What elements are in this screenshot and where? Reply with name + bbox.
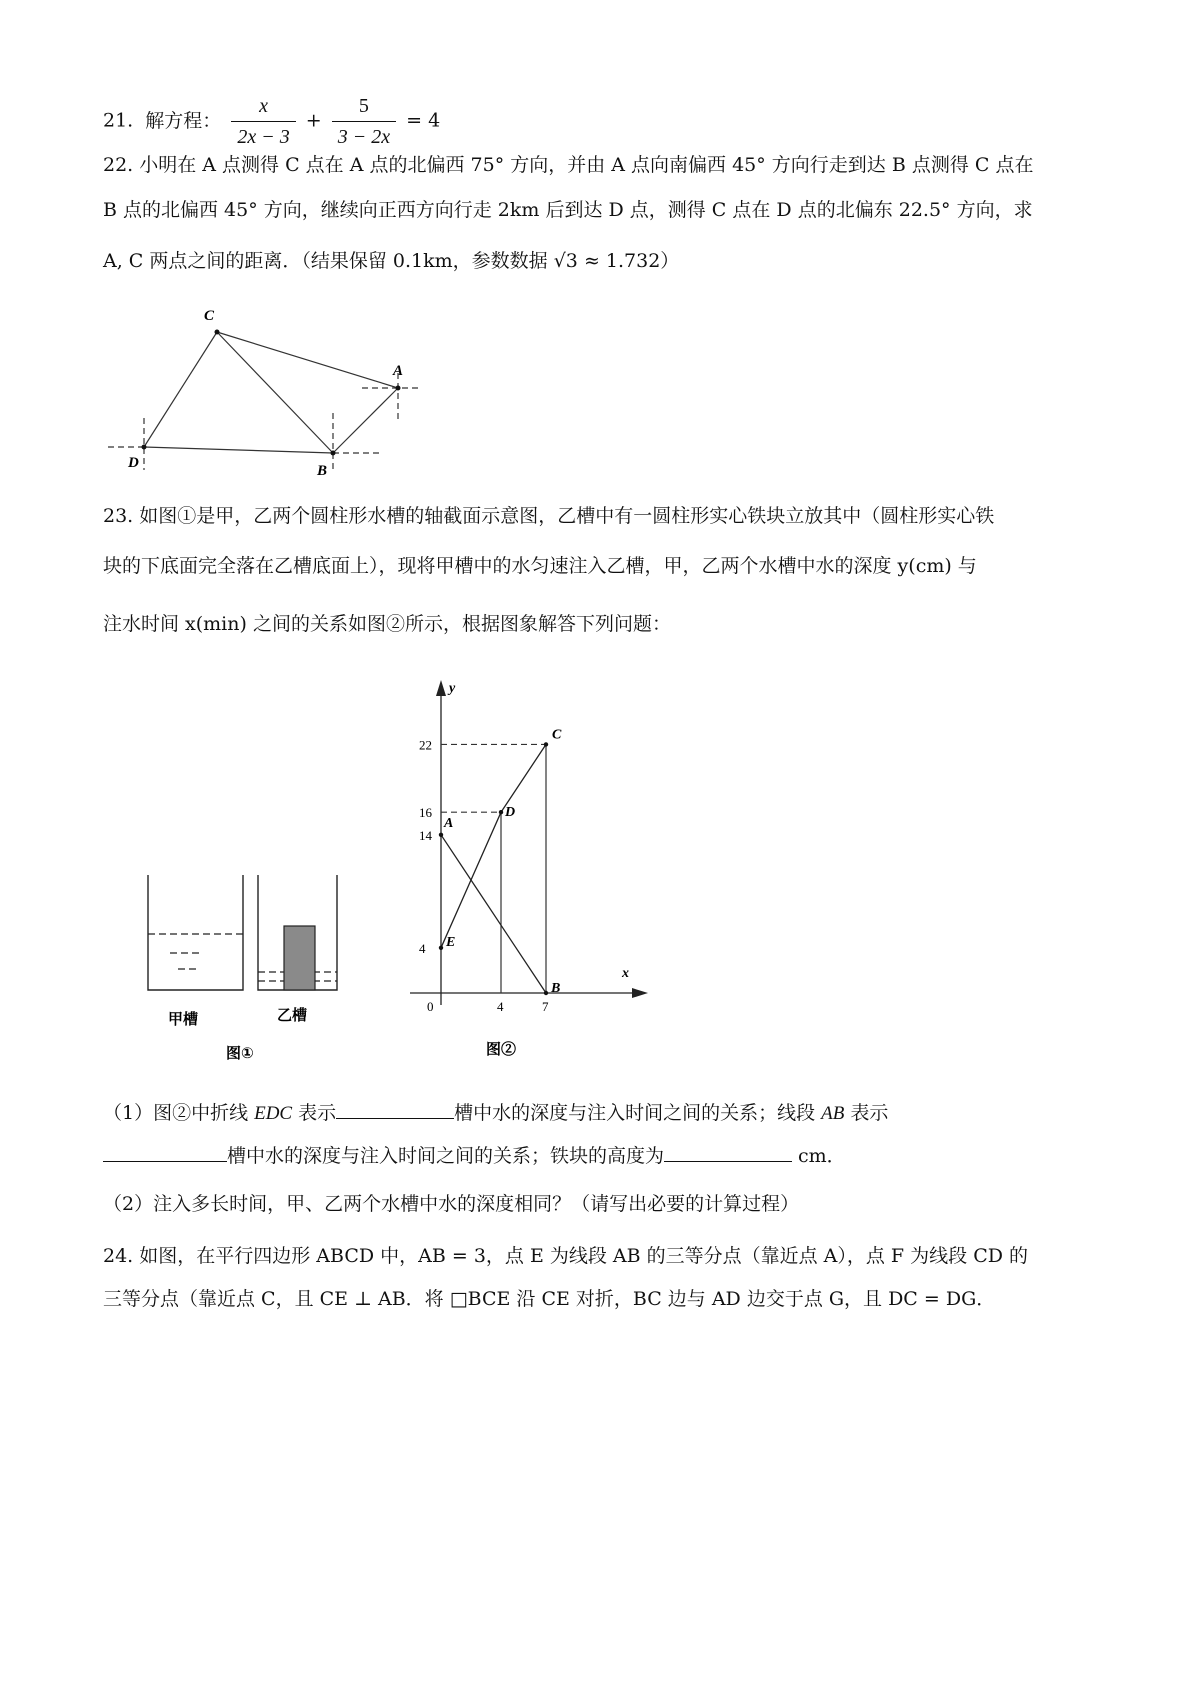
figure-1-caption: 图① [226,1045,254,1062]
q23-sub1-ab: AB [821,1103,845,1124]
q23-sub1-edc: EDC [254,1103,293,1124]
segment-db [144,447,333,453]
q21-prompt: 解方程： [145,109,222,132]
answer-blank-1[interactable] [336,1098,454,1119]
label-b: B [317,463,328,479]
point-label-B: B [551,981,561,996]
tank-jia-label: 甲槽 [168,1011,199,1028]
q23-sub2: （2）注入多长时间，甲、乙两个水槽中水的深度相同？（请写出必要的计算过程） [103,1193,800,1215]
x-tick-label-7: 7 [542,999,549,1014]
y-tick-label-22: 22 [419,737,432,753]
q21-fraction-2 [332,93,396,150]
q24-line-1: 24. 如图，在平行四边形 ABCD 中，AB = 3，点 E 为线段 AB 的三等分点（靠近点 A），点 F 为线段 CD 的 [103,1245,1028,1267]
tank-jia [148,875,243,990]
y-tick-label-4: 4 [419,940,426,956]
label-d: D [128,455,139,471]
q23-sub1-prefix: （1）图②中折线 [103,1102,249,1124]
data-point-B [544,991,548,995]
q21-number: 21. [103,109,134,132]
answer-blank-2[interactable] [103,1141,227,1162]
y-axis-label: y [449,681,456,696]
q23-sub1-line-1 [103,1098,888,1127]
q24-line-2: 三等分点（靠近点 C，且 CE ⊥ AB．将 □BCE 沿 CE 对折，BC 边与 AD 边交于点 G，且 DC = DG． [103,1288,996,1310]
data-point-E [439,946,443,950]
q23-sub1-represents-2: 表示 [850,1102,889,1124]
label-a: A [393,363,404,379]
figure-2-caption: 图② [486,1042,517,1058]
data-point-A [439,833,443,837]
q21-plus: + [305,109,322,132]
x-tick-label-0: 0 [427,999,434,1014]
y-tick-label-14: 14 [419,827,432,843]
q22-figure [100,295,440,490]
y-axis-arrow [436,680,446,696]
x-tick-label-4: 4 [497,999,504,1014]
series-line-0 [441,744,546,947]
q23-sub1-middle: 槽中水的深度与注入时间之间的关系；线段 [454,1102,816,1124]
q23-line-3: 注水时间 x(min) 之间的关系如图②所示，根据图象解答下列问题： [103,613,671,635]
label-c: C [204,308,215,324]
q23-sub1-represents: 表示 [298,1102,337,1124]
q22-line-2: B 点的北偏西 45° 方向，继续向正西方向行走 2km 后到达 D 点，测得 C 点在 D 点的北偏东 22.5° 方向，求 [103,199,1033,221]
q21-rhs: = 4 [406,109,441,132]
q23-sub1-line-2 [103,1141,846,1169]
point-label-A: A [444,815,454,831]
y-tick-label-16: 16 [419,805,432,821]
q23-figure-2-chart [400,670,670,1065]
q23-figure-1 [140,860,380,1070]
q22-line-1: 22. 小明在 A 点测得 C 点在 A 点的北偏西 75° 方向，并由 A 点向南偏西 45° 方向行走到达 B 点测得 C 点在 [103,154,1034,176]
q21-frac2-numerator: 5 [358,95,369,117]
q22-line-3: A, C 两点之间的距离．（结果保留 0.1km，参数数据 √3 ≈ 1.732） [103,250,680,272]
q21-frac1-denominator: 2x − 3 [231,121,295,150]
q23-sub1-tail: 槽中水的深度与注入时间之间的关系；铁块的高度为 [227,1145,665,1167]
point-label-D: D [505,805,516,821]
q23-line-2: 块的下底面完全落在乙槽底面上），现将甲槽中的水匀速注入乙槽，甲，乙两个水槽中水的深度 y(cm) 与 [103,555,977,577]
point-label-C: C [552,727,562,743]
q23-sub1-unit: cm． [798,1145,846,1167]
x-axis-arrow [632,988,648,998]
segment-ba [333,388,398,453]
q21-fraction-1 [231,93,295,150]
data-point-C [544,742,548,746]
segment-cd [144,332,217,447]
iron-block [284,926,315,990]
answer-blank-3[interactable] [664,1141,792,1162]
tank-yi-label: 乙槽 [277,1007,308,1024]
series-line-1 [441,835,546,993]
point-label-E: E [446,934,456,950]
x-axis-label: x [622,966,629,981]
q21-frac1-numerator: x [259,95,268,117]
q21-frac2-denominator: 3 − 2x [332,121,396,150]
q23-line-1: 23. 如图①是甲，乙两个圆柱形水槽的轴截面示意图，乙槽中有一圆柱形实心铁块立放其中（圆柱形实心铁 [103,505,995,527]
data-point-D [499,810,503,814]
q21 [103,93,440,150]
